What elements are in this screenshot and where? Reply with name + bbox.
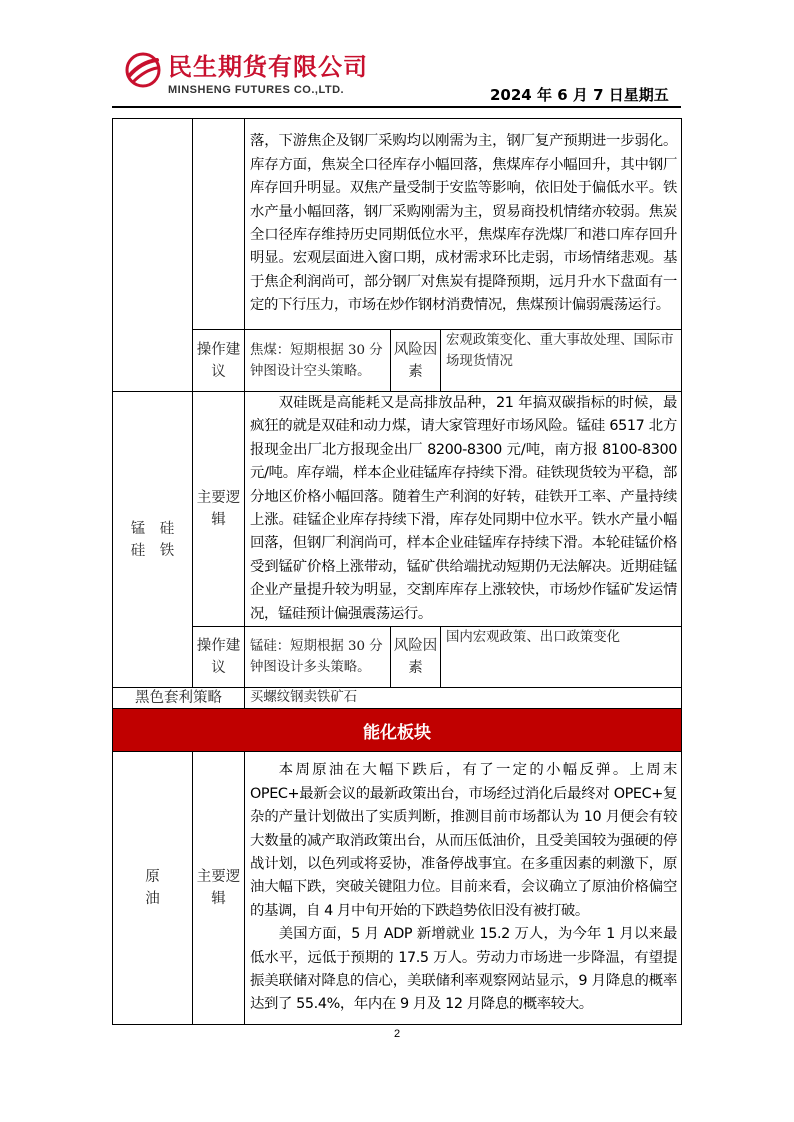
report-date: 2024 年 6 月 7 日星期五 [490,86,669,104]
minsheng-logo-icon [125,52,161,88]
page-header [0,0,794,118]
alloy-risk-label-cell [391,627,441,688]
arbitrage-cell [245,688,682,709]
coke-logic-text: 落，下游焦企及钢厂采购均以刚需为主，钢厂复产预期进一步弱化。库存方面，焦炭全口径库存小幅回落，焦煤库存小幅回升，其中钢厂库存回升明显。双焦产量受制于安监等影响，依旧处于偏低水平。铁水产量小幅回落，钢厂采购刚需为主，贸易商投机情绪亦较弱。焦炭全口径库存维持历史同期低位水平，焦煤库存洗煤厂和港口库存回升明显。宏观层面进入窗口期，成材需求环比走弱，市场情绪悲观。基于焦企利润尚可，部分钢厂对焦炭有提降预期，远月升水下盘面有一定的下行压力，市场在炒作钢材消费情况，焦煤预计偏弱震荡运行。 [250,133,677,314]
alloy-risk-cell [441,627,682,688]
coke-ops-label-cell [193,330,245,392]
crude-logic-para-2: 美国方面，5 月 ADP 新增就业 15.2 万人，为今年 1 月以来最低水平，远低于预期的 17.5 万人。劳动力市场进一步降温，有望提振美联储对降息的信心，美联储利率观察网站显示，9 月降息的概率达到了 55.4%，年内在 9 月及 12 月降息的概率较大。 [250,926,677,1013]
coke-ops-row [113,330,682,392]
company-name-cn: 民生期货有限公司 [168,53,368,81]
coke-risk-label-cell [391,330,441,392]
crude-category-cell [113,752,193,1025]
coke-risk-cell [441,330,682,392]
alloy-logic-label-cell [193,392,245,627]
alloy-ops-text: 锰硅：短期根据 30 分钟图设计多头策略。 [250,639,383,676]
arbitrage-row [113,688,682,709]
company-name-en: MINSHENG FUTURES CO.,LTD. [168,84,345,96]
arbitrage-label: 黑色套利策略 [135,690,222,707]
coke-risk-text: 宏观政策变化、重大事故处理、国际市场现货情况 [446,333,674,369]
alloy-risk-label: 风险因素 [393,638,438,677]
coke-ops-text: 焦煤：短期根据 30 分钟图设计空头策略。 [250,342,383,379]
alloy-ops-label-cell [193,627,245,688]
crude-category-label: 原 油 [145,869,160,908]
arbitrage-text: 买螺纹钢卖铁矿石 [250,690,358,706]
alloy-logic-text: 双硅既是高能耗又是高排放品种，21 年搞双碳指标的时候，最疯狂的就是双硅和动力煤，请大家管理好市场风险。锰硅 6517 北方报现金出厂北方报现金出厂 8200-8300 元/吨，南方报 8100-8300 元/吨。库存端，样本企业硅锰库存持续下滑。硅铁现货较为平稳，部分地区价格小幅回落。随着生产利润的好转，硅铁开工率、产量持续上涨。硅锰企业库存持续下滑，库存处同期中位水平。铁水产量小幅回落，但钢厂利润尚可，样本企业硅锰库存持续下滑。本轮硅锰价格受到锰矿价格上涨带动，锰矿供给端扰动短期仍无法解决。近期硅锰企业产量提升较为明显，交割库库存上涨较快，市场炒作锰矿发运情况，锰硅预计偏强震荡运行。 [250,395,677,622]
alloy-ops-label: 操作建议 [196,638,241,677]
strategy-table [112,118,682,1025]
coke-category-cell [113,119,193,392]
crude-logic-cell [245,752,682,1025]
alloy-category-label: 锰 硅 硅 铁 [130,520,175,559]
header-divider [112,106,681,108]
arbitrage-label-cell [113,688,245,709]
alloy-category-cell [113,392,193,688]
coke-logic-label-cell [193,119,245,330]
coke-logic-row [113,119,682,330]
alloy-logic-cell [245,392,682,627]
crude-logic-row [113,752,682,1025]
alloy-logic-row [113,392,682,627]
page-number: 2 [393,1028,401,1040]
alloy-logic-label: 主要逻辑 [196,490,241,529]
energy-section-header-row [113,709,682,752]
crude-logic-label-cell [193,752,245,1025]
coke-logic-cell [245,119,682,330]
coke-risk-label: 风险因素 [393,341,438,380]
alloy-ops-row [113,627,682,688]
crude-logic-para-1: 本周原油在大幅下跌后，有了一定的小幅反弹。上周末 OPEC+最新会议的最新政策出台，市场经过消化后最终对 OPEC+复杂的产量计划做出了实质判断，推测目前市场都认为 10 月便会有较大数量的减产取消政策出台，从而压低油价，且受美国较为强硬的停战计划，以色列或将妥协，准备停战事宜。在多重因素的刺激下，原油大幅下跌，突破关键阻力位。目前来看，会议确立了原油价格偏空的基调，自 4 月中旬开始的下跌趋势依旧没有被打破。 [250,762,677,919]
energy-section-header: 能化板块 [113,709,682,752]
alloy-ops-cell [245,627,391,688]
crude-logic-label: 主要逻辑 [196,869,241,908]
coke-ops-cell [245,330,391,392]
coke-ops-label: 操作建议 [196,341,241,380]
alloy-risk-text: 国内宏观政策、出口政策变化 [446,630,621,646]
